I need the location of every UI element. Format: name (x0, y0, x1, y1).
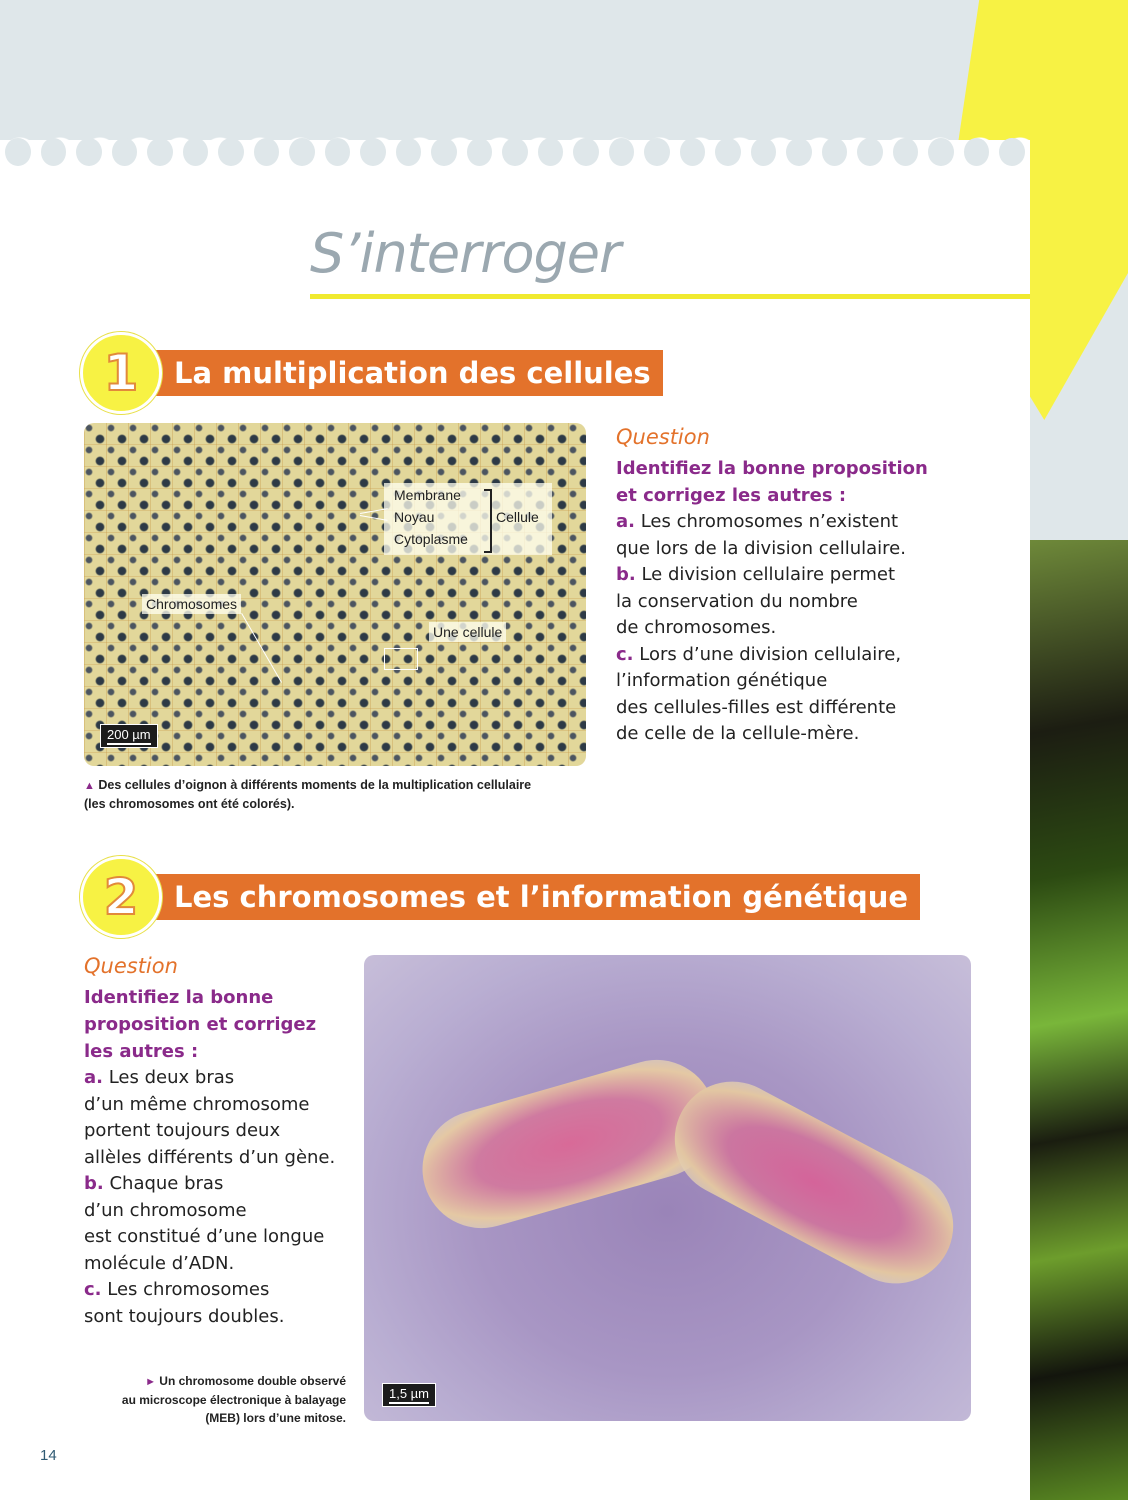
chromosomes-pointer (241, 613, 282, 683)
caption-triangle-icon: ▲ (84, 780, 95, 792)
scale-bar-200um: 200 µm (100, 724, 158, 748)
membrane-label: Membrane (394, 487, 461, 503)
section-1-question (616, 425, 946, 748)
proposition-c: c. Lors d’une division cellulaire, l’information génétique des cellules-filles est différente de celle de la cellule-mère. (616, 643, 902, 744)
section-2-heading: Les chromosomes et l’information génétique (156, 874, 920, 920)
cellule-bracket (484, 489, 492, 553)
section-2-number: 2 (80, 856, 162, 938)
question-title: Question (84, 954, 178, 978)
onion-cells-photo (84, 423, 586, 766)
cytoplasme-label: Cytoplasme (394, 531, 468, 547)
decorative-photo-strip (1020, 540, 1128, 1500)
photo-1-caption: ▲ Des cellules d’oignon à différents moments de la multiplication cellulaire (les chromosomes ont été colorés). (84, 778, 532, 811)
proposition-b: b. Chaque bras d’un chromosome est constitué d’une longue molécule d’ADN. (84, 1173, 325, 1274)
cell-highlight-box (384, 648, 418, 670)
proposition-c: c. Les chromosomes sont toujours doubles. (84, 1279, 285, 1327)
page-number: 14 (40, 1447, 57, 1464)
chromatid-right (655, 1061, 971, 1303)
section-1-heading: La multiplication des cellules (156, 350, 663, 396)
cellule-label: Cellule (496, 509, 539, 525)
question-title: Question (616, 425, 710, 449)
une-cellule-label: Une cellule (429, 622, 506, 642)
chromosome-sem-photo (364, 955, 971, 1421)
proposition-a: a. Les chromosomes n’existent que lors de la division cellulaire. (616, 511, 906, 559)
section-1-header (80, 332, 663, 414)
binder-holes (0, 132, 1030, 172)
page-title: S’interroger (310, 222, 621, 285)
chromosomes-label: Chromosomes (142, 594, 241, 614)
caption-arrow-icon: ► (145, 1376, 156, 1388)
question-instruction: Identifiez la bonne proposition et corrigez les autres : (616, 458, 928, 506)
section-2-header (80, 856, 920, 938)
photo-2-caption: ► Un chromosome double observé au microscope électronique à balayage (MEB) lors d’une mitose. (121, 1374, 346, 1425)
proposition-a: a. Les deux bras d’un même chromosome portent toujours deux allèles différents d’un gène. (84, 1067, 336, 1168)
proposition-b: b. Le division cellulaire permet la conservation du nombre de chromosomes. (616, 564, 896, 638)
section-2-question (84, 954, 354, 1330)
scale-bar-1-5um: 1,5 µm (382, 1383, 436, 1407)
section-1-number: 1 (80, 332, 162, 414)
question-instruction: Identifiez la bonne proposition et corrigez les autres : (84, 987, 317, 1062)
noyau-label: Noyau (394, 509, 435, 525)
title-underline (310, 294, 1030, 299)
